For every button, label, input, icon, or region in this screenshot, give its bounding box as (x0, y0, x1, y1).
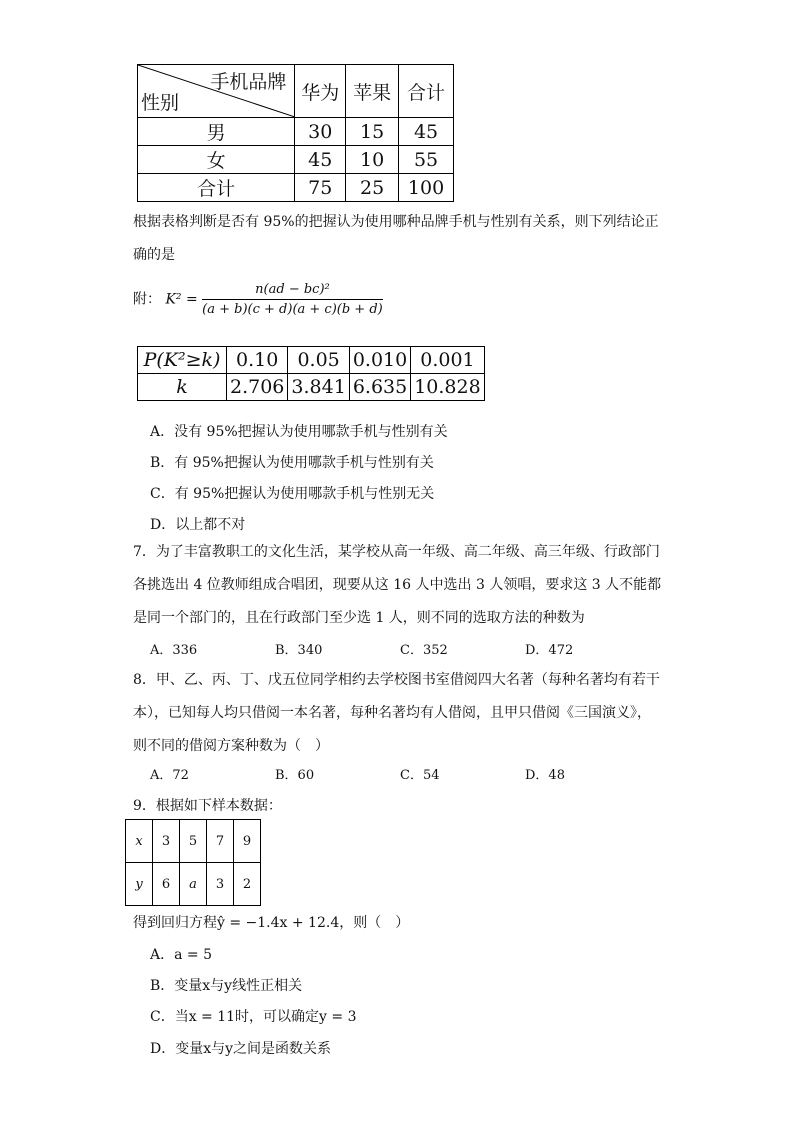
question-9-stem: 得到回归方程ŷ = −1.4x + 12.4，则（ ） (133, 915, 410, 931)
table-cell: 10 (346, 146, 399, 174)
option-a: A．没有 95%把握认为使用哪款手机与性别有关 (150, 424, 448, 440)
critical-values-table (137, 346, 485, 401)
question-7-options (150, 639, 650, 658)
sample-data-table (125, 819, 261, 906)
table-cell: 45 (295, 146, 346, 174)
header-brand-label: 手机品牌 (210, 71, 287, 93)
option-d: D．472 (525, 643, 574, 658)
option-b: B．340 (275, 643, 323, 658)
table-cell: 5 (180, 820, 207, 863)
option-b: B．变量x与y线性正相关 (150, 978, 303, 994)
formula-lhs: K² = (165, 291, 198, 308)
formula-block (133, 282, 383, 317)
table-row (138, 174, 454, 202)
row-label: 合计 (138, 174, 295, 202)
question-7-text: 7．为了丰富教职工的文化生活，某学校从高一年级、高二年级、高三年级、行政部门各挑选出 4 位教师组成合唱团，现要从这 16 人中选出 3 人领唱，要求这 3 人不能都是同一个部门的，且在行政部门至少选 1 人，则不同的选取方法的种数为 (133, 544, 662, 626)
formula-denominator: (a + b)(c + d)(a + c)(b + d) (202, 302, 383, 317)
question-8-text: 8．甲、乙、丙、丁、戊五位同学相约去学校图书室借阅四大名著（每种名著均有若干本），已知每人均只借阅一本名著，每种名著均有人借阅，且甲只借阅《三国演义》，则不同的借阅方案种数为（ ） (133, 672, 660, 754)
option-b: B．60 (275, 768, 315, 783)
table-cell: 75 (295, 174, 346, 202)
formula-fraction (202, 282, 383, 317)
table-cell: 15 (346, 118, 399, 146)
col-header: 合计 (399, 65, 454, 118)
row-label: P(K²≥k) (138, 347, 227, 374)
table-cell: 3 (207, 863, 234, 906)
option-b: B．有 95%把握认为使用哪款手机与性别有关 (150, 455, 434, 471)
row-label: x (126, 820, 153, 863)
option-d: D．48 (525, 768, 565, 783)
table-cell: 2.706 (227, 374, 288, 401)
table-cell: 25 (346, 174, 399, 202)
row-label: k (138, 374, 227, 401)
table-cell: 0.05 (288, 347, 349, 374)
formula-prefix: 附： (133, 291, 161, 308)
option-c: C．有 95%把握认为使用哪款手机与性别无关 (150, 486, 435, 502)
option-a: A．a = 5 (150, 947, 212, 963)
table-cell: 2 (234, 863, 261, 906)
table-cell: 6.635 (349, 374, 410, 401)
option-a: A．336 (150, 643, 198, 658)
table-cell: 0.001 (411, 347, 484, 374)
table-cell: 3 (153, 820, 180, 863)
table-cell: 7 (207, 820, 234, 863)
diagonal-header-cell (138, 65, 295, 118)
table-cell: 0.10 (227, 347, 288, 374)
col-header: 华为 (295, 65, 346, 118)
table-cell: a (180, 863, 207, 906)
table-row (138, 347, 485, 374)
row-label: y (126, 863, 153, 906)
table-cell: 10.828 (411, 374, 484, 401)
table-cell: 30 (295, 118, 346, 146)
table-row (138, 374, 485, 401)
table-cell: 3.841 (288, 374, 349, 401)
table-cell: 0.010 (349, 347, 410, 374)
row-label: 男 (138, 118, 295, 146)
option-c: C．352 (400, 643, 448, 658)
header-gender-label: 性别 (141, 92, 180, 114)
option-d: D．以上都不对 (150, 517, 246, 533)
question-6-text: 根据表格判断是否有 95%的把握认为使用哪种品牌手机与性别有关系，则下列结论正确的是 (133, 214, 659, 263)
question-8-options (150, 764, 650, 783)
table-row (126, 863, 261, 906)
question-9-text: 9．根据如下样本数据： (133, 798, 282, 814)
col-header: 苹果 (346, 65, 399, 118)
gender-brand-table (137, 64, 454, 202)
table-cell: 100 (399, 174, 454, 202)
table-cell: 9 (234, 820, 261, 863)
option-c: C．54 (400, 768, 440, 783)
option-c: C．当x = 11时，可以确定y = 3 (150, 1009, 357, 1025)
row-label: 女 (138, 146, 295, 174)
table-cell: 45 (399, 118, 454, 146)
option-a: A．72 (150, 768, 189, 783)
table-row (126, 820, 261, 863)
table-row (138, 146, 454, 174)
table-cell: 55 (399, 146, 454, 174)
option-d: D．变量x与y之间是函数关系 (150, 1041, 332, 1057)
table-row (138, 118, 454, 146)
table-cell: 6 (153, 863, 180, 906)
formula-numerator: n(ad − bc)² (202, 282, 383, 300)
